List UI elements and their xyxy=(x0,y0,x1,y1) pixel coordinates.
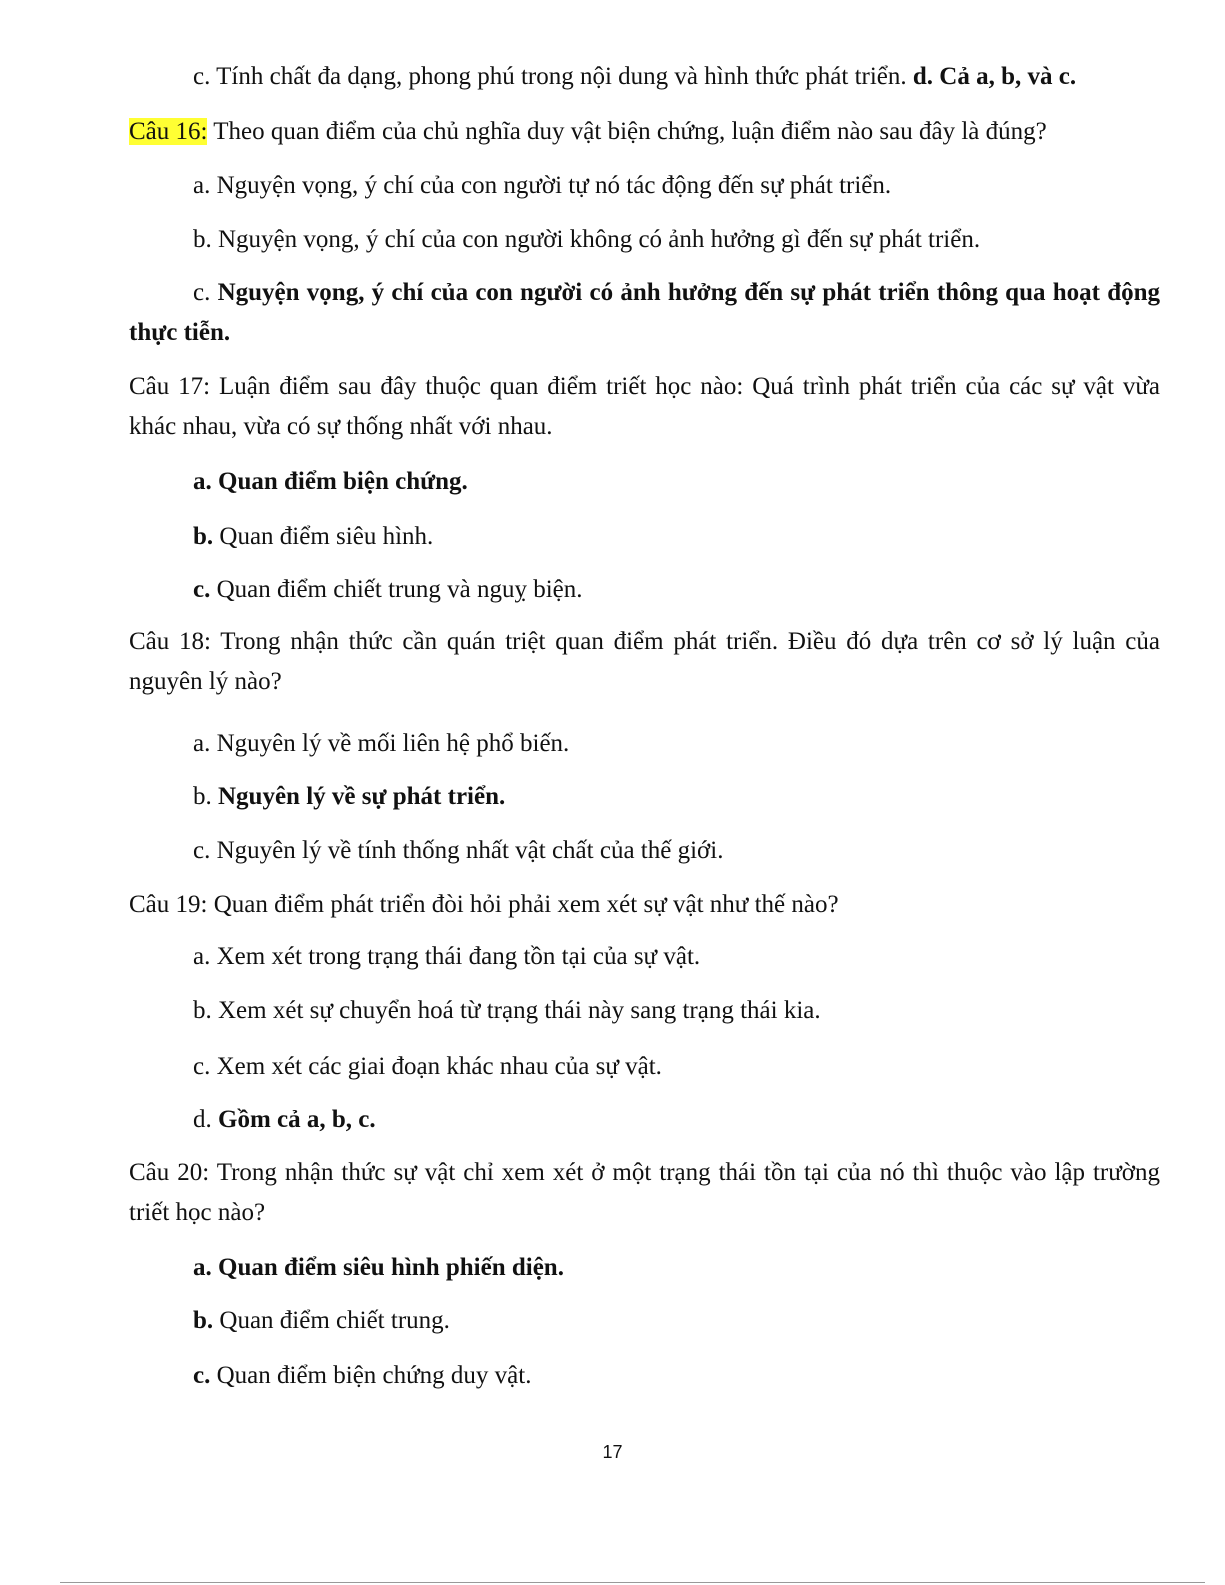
q18-option-b-prefix: b. xyxy=(193,783,218,810)
q20-option-b-text: Quan điểm chiết trung. xyxy=(213,1307,450,1334)
q19-option-a: a. Xem xét trong trạng thái đang tồn tại của sự vật. xyxy=(193,943,701,970)
q19-option-d xyxy=(193,1100,376,1140)
question-16 xyxy=(129,112,1160,152)
question-16-text: Theo quan điểm của chủ nghĩa duy vật biện chứng, luận điểm nào sau đây là đúng? xyxy=(207,118,1047,145)
q19-option-d-answer: Gồm cả a, b, c. xyxy=(218,1106,376,1133)
q17-option-a: a. Quan điểm biện chứng. xyxy=(193,468,468,495)
q16-option-c xyxy=(129,273,1160,353)
q16-option-a: a. Nguyện vọng, ý chí của con người tự nó tác động đến sự phát triển. xyxy=(193,172,892,199)
q15-answer-d: d. Cả a, b, và c xyxy=(912,63,1070,90)
question-20: Câu 20: Trong nhận thức sự vật chỉ xem xét ở một trạng thái tồn tại của nó thì thuộc vào lập trường triết học nào? xyxy=(129,1159,1160,1226)
q20-option-b-label: b. xyxy=(193,1307,214,1334)
q18-option-c: c. Nguyên lý về tính thống nhất vật chất của thế giới. xyxy=(193,837,724,864)
q20-option-c xyxy=(193,1356,531,1396)
q20-option-c-text: Quan điểm biện chứng duy vật. xyxy=(210,1362,532,1389)
question-16-label: Câu 16: xyxy=(129,118,208,145)
q20-option-a: a. Quan điểm siêu hình phiến diện. xyxy=(193,1254,564,1281)
question-19: Câu 19: Quan điểm phát triển đòi hỏi phải xem xét sự vật như thế nào? xyxy=(129,891,839,918)
q16-option-c-answer: Nguyện vọng, ý chí của con người có ảnh hưởng đến sự phát triển thông qua hoạt động thực tiễn. xyxy=(129,279,1160,346)
q16-option-b: b. Nguyện vọng, ý chí của con người không có ảnh hưởng gì đến sự phát triển. xyxy=(193,226,981,253)
q18-option-b-answer: Nguyên lý về sự phát triển. xyxy=(218,783,506,810)
q15-option-c-text: c. Tính chất đa dạng, phong phú trong nội dung và hình thức phát triển. xyxy=(193,63,913,90)
q20-option-c-label: c. xyxy=(193,1362,211,1389)
q19-option-d-prefix: d. xyxy=(193,1106,218,1133)
q18-option-a: a. Nguyên lý về mối liên hệ phổ biến. xyxy=(193,730,570,757)
q18-option-b xyxy=(193,777,505,817)
q17-option-b xyxy=(193,517,433,557)
q17-option-b-label: b. xyxy=(193,523,214,550)
q15-answer-period: . xyxy=(1069,63,1077,90)
page-bottom-edge xyxy=(60,1582,1205,1583)
q17-option-c-text: Quan điểm chiết trung và nguỵ biện. xyxy=(210,576,583,603)
q19-option-c: c. Xem xét các giai đoạn khác nhau của sự vật. xyxy=(193,1053,662,1080)
q20-option-b xyxy=(193,1301,450,1341)
q17-option-c xyxy=(193,570,583,610)
q15-option-c xyxy=(193,57,1076,97)
q17-option-c-label: c. xyxy=(193,576,211,603)
q17-option-b-text: Quan điểm siêu hình. xyxy=(213,523,434,550)
question-17: Câu 17: Luận điểm sau đây thuộc quan điểm triết học nào: Quá trình phát triển của các sự vật vừa khác nhau, vừa có sự thống nhất với nhau. xyxy=(129,373,1160,440)
q16-option-c-prefix: c. xyxy=(193,279,218,306)
question-18: Câu 18: Trong nhận thức cần quán triệt quan điểm phát triển. Điều đó dựa trên cơ sở lý luận của nguyên lý nào? xyxy=(129,628,1160,695)
page-number: 17 xyxy=(602,1442,623,1462)
q19-option-b: b. Xem xét sự chuyển hoá từ trạng thái này sang trạng thái kia. xyxy=(193,997,821,1024)
